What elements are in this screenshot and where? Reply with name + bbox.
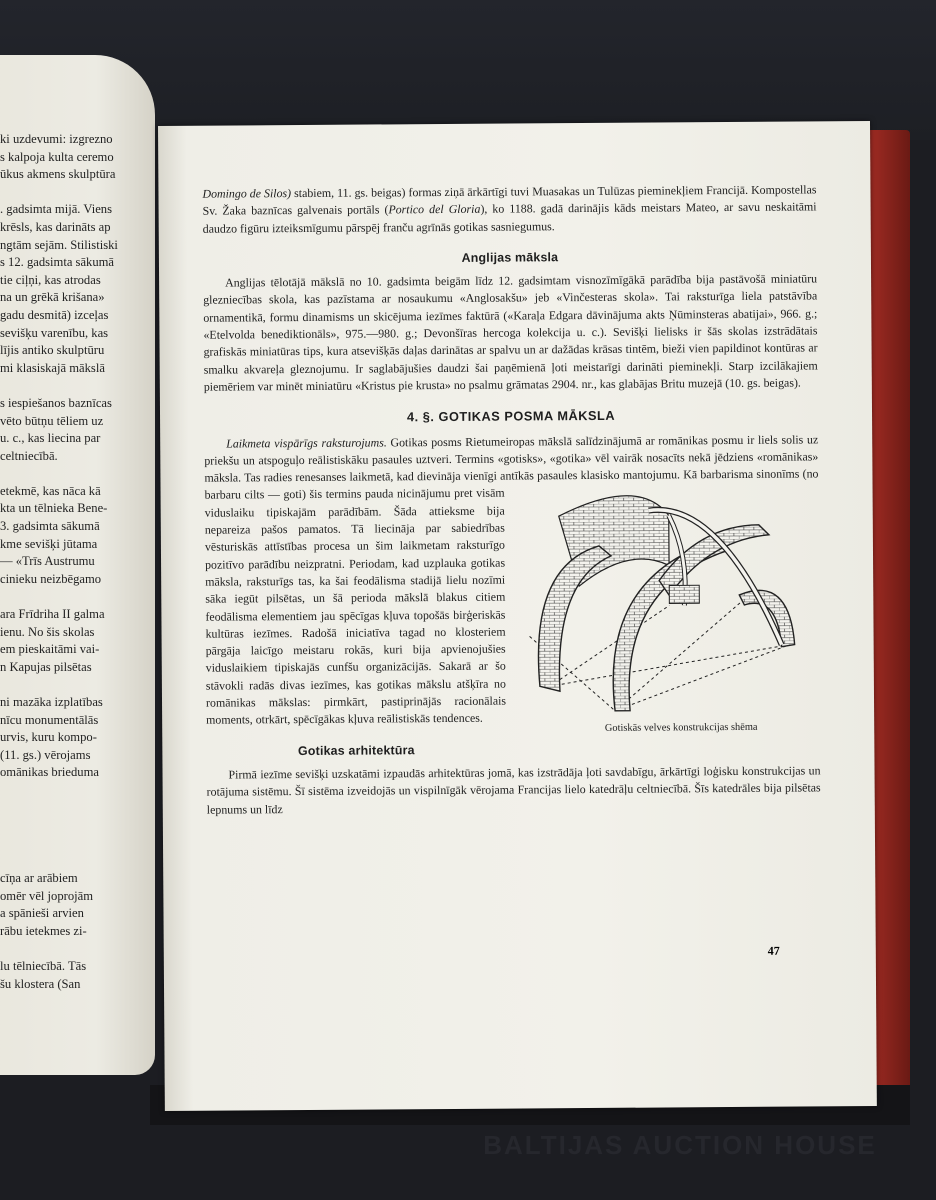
left-page-line: lu tēlniecībā. Tās xyxy=(0,958,87,973)
left-page-line xyxy=(0,835,155,853)
left-page-line: krēsls, kas darināts ap xyxy=(0,219,111,234)
gotika-text-intro: Gotikas posms Rietumeiropas mākslā salīdzinājumā ar romānikas posmu ir liels solis uz priekšu un atspoguļo reālistiskāku pasaules uztveri. Termins «gotisks», «gotika» vēl vairāk nosacīts nekā jēdziens «romānikas» māksla. Tas radies renesanses laikmetā, kad dievināja vienīgi antīkās pasaules klasisko mantojumu. Kā barbarisma sinonīms (no barbaru cilts — goti) šis termins pauda nicinājumu pret visām xyxy=(204,431,819,503)
left-page-line xyxy=(0,676,155,694)
left-page-line: rābu ietekmes zi- xyxy=(0,923,87,938)
intro-italic-1: Domingo de Silos) xyxy=(202,186,292,201)
left-page-line: etekmē, kas nāca kā xyxy=(0,483,101,498)
left-page-line: 3. gadsimta sākumā xyxy=(0,519,100,534)
left-page-line: (11. gs.) vērojams xyxy=(0,747,91,762)
left-page-line: vēto būtņu tēliem uz xyxy=(0,413,104,428)
right-page xyxy=(158,121,877,1111)
left-page-text xyxy=(0,131,155,993)
left-page-line: s iespiešanos baznīcas xyxy=(0,395,112,410)
left-page-line xyxy=(0,184,155,202)
left-page-line xyxy=(0,588,155,606)
left-page-line: gadu desmitā) izceļas xyxy=(0,307,109,322)
left-page-line: lījis antiko skulptūru xyxy=(0,343,105,358)
left-page-line xyxy=(0,852,155,870)
gotika-text-rest: viduslaiku tipiskajām parādībām. Šāda attieksme bija nepareiza pašos pamatos. Tā liecināja par sabiedrības vēsturiskās attīstības procesa un šim laikmetam raksturīgo pozitīvo parādību neizpratni. Periodam, kad uzplauka gotikas māksla, raksturīgs tas, ka šai feodālisma stadijā lielu nozīmi sāka iegūt pilsētas, un šā perioda mākslā blakus citiem feodālisma elementiem jau spēcīgas kļuva topošās birģeriskās kultūras iezīmes. Radošā iniciatīva tagad no klosteriem pārgāja laicīgo meistaru rokās, kuri bija apvienojušies viduslaikiem tipiskajās cunfšu organizācijās. Sakarā ar šo stāvokli radās divas iezīmes, kas gotikas mākslu atšķīra no romānikas mākslas: pirmkārt, pastiprinājās racionālais moments, otrkārt, spēcīgākas kļuva reālistiskās tendences. xyxy=(204,503,507,727)
left-page-line xyxy=(0,817,155,835)
left-page-line: cinieku neizbēgamo xyxy=(0,571,102,586)
gotika-paragraph xyxy=(204,431,820,735)
intro-italic-2: Portico del Gloria xyxy=(388,202,481,217)
left-page-line: . gadsimta mijā. Viens xyxy=(0,202,112,217)
left-page-line: kme sevišķi jūtama xyxy=(0,536,98,551)
left-page-line: n Kapujas pilsētas xyxy=(0,659,92,674)
left-page-line: ara Frīdriha II galma xyxy=(0,607,105,622)
left-page-line: celtniecībā. xyxy=(0,448,58,463)
left-page-line: ngtām sejām. Stilistiski xyxy=(0,237,118,252)
left-page-line: šu klostera (San xyxy=(0,976,81,991)
figure-caption: Gotiskās velves konstrukcijas shēma xyxy=(604,722,758,735)
left-page-line xyxy=(0,800,155,818)
left-page-line: omēr vēl joprojām xyxy=(0,888,94,903)
left-page-line: urvis, kuru kompo- xyxy=(0,730,97,745)
intro-text-2: ), ko 1188. gadā darinājis kāds meistars Mateo, ar savu neskaitāmi daudzo figūru izteiksmīgumu pārspēj franču agrīnās gotikas sasniegumus. xyxy=(202,199,817,236)
gothic-vault-illustration xyxy=(519,485,821,717)
left-page-line: kta un tēlnieka Bene- xyxy=(0,501,108,516)
left-page-line xyxy=(0,940,155,958)
left-page-line: u. c., kas liecina par xyxy=(0,431,101,446)
left-page xyxy=(0,55,155,1075)
left-page-line: tie ciļņi, kas atrodas xyxy=(0,272,101,287)
left-page-line: na un grēkā krišana» xyxy=(0,290,105,305)
gotika-lead: Laikmeta vispārīgs raksturojums. xyxy=(226,434,387,451)
left-page-line: s 12. gadsimta sākumā xyxy=(0,255,115,270)
left-page-line: ienu. No šis skolas xyxy=(0,624,95,639)
left-page-line: ki uzdevumi: izgrezno xyxy=(0,132,113,146)
anglija-paragraph: Anglijas tēlotājā mākslā no 10. gadsimta beigām līdz 12. gadsimtam visnozīmīgākā parādība bija pastāvošā miniatūru glezniecības skola, kas pazīstama ar nosaukumu «Anglosakšu» jeb «Vinčesteras skola». Tai raksturīga liela patstāvība ornamentikā, formu dinamisms un skicējuma iezīmes faktūrā («Karaļa Edgara dāvinājuma akts Ņūminsteras abatijai», 966. g.; «Etelvolda benediktionāls», 975.—980. g.; Devonšīras hercoga kolekcija u. c.). Sevišķi lielisks ir šās skolas izstrādātais grafiskās miniatūras tips, kura atsevišķās daļas darinātas ar spalvu un ar dažādas krāsas tintēm, bieži vien papildinot kontūras ar smalku akvareļa gleznojumu. Ir saglabājušies daudzi šai paņēmienā ļoti meistarīgi darināti pieminekļi. Starp izcilākajiem piemēriem var minēt miniatūru «Kristus pie krusta» no psalmu grāmatas 2904. nr., kas glabājas Britu muzejā (10. gs. beigas). xyxy=(203,271,818,394)
left-page-line xyxy=(0,377,155,395)
intro-paragraph xyxy=(202,181,816,237)
intro-text-1: stabiem, 11. gs. beigas) formas ziņā ārkārtīgi tuvi Muasakas un Tulūzas pieminekļiem Francijā. Kompostellas Sv. Žaka baznīcas galvenais portāls ( xyxy=(202,182,817,218)
left-page-line: s kalpoja kulta ceremo xyxy=(0,149,114,164)
left-page-line xyxy=(0,465,155,483)
left-page-line: mi klasiskajā mākslā xyxy=(0,360,105,375)
left-page-line: cīņa ar arābiem xyxy=(0,870,78,885)
section-heading: 4. §. GOTIKAS POSMA MĀKSLA xyxy=(406,408,616,425)
left-page-line: a spānieši arvien xyxy=(0,906,84,921)
vault-figure xyxy=(519,485,821,747)
left-page-line: — «Trīs Austrumu xyxy=(0,554,95,569)
heading-arhitektura: Gotikas arhitektūra xyxy=(297,742,415,758)
left-page-line: ni mazāka izplatības xyxy=(0,695,103,709)
left-page-line xyxy=(0,782,155,800)
left-page-line: nīcu monumentālās xyxy=(0,712,99,727)
left-page-line: ūkus akmens skulptūra xyxy=(0,167,116,182)
page-number: 47 xyxy=(767,943,780,958)
left-page-line: omānikas brieduma xyxy=(0,765,99,780)
arhitektura-paragraph: Pirmā iezīme sevišķi uzskatāmi izpaudās arhitektūras jomā, kas izstrādāja ļoti savdabīgu, ārkārtīgi loģisku konstrukcijas un rotājuma sistēmu. Šī sistēma izveidojās un vispilnīgāk vērojama Francijas lielo katedrāļu celtniecībā. Šīs katedrāles bija pilsētas lepnums un līdz xyxy=(206,763,821,817)
watermark: BALTIJAS AUCTION HOUSE xyxy=(483,1130,877,1160)
heading-anglija: Anglijas māksla xyxy=(461,250,559,265)
right-page-text xyxy=(202,181,820,818)
left-page-line: em pieskaitāmi vai- xyxy=(0,642,100,657)
left-page-line: sevišķu varenību, kas xyxy=(0,325,109,340)
